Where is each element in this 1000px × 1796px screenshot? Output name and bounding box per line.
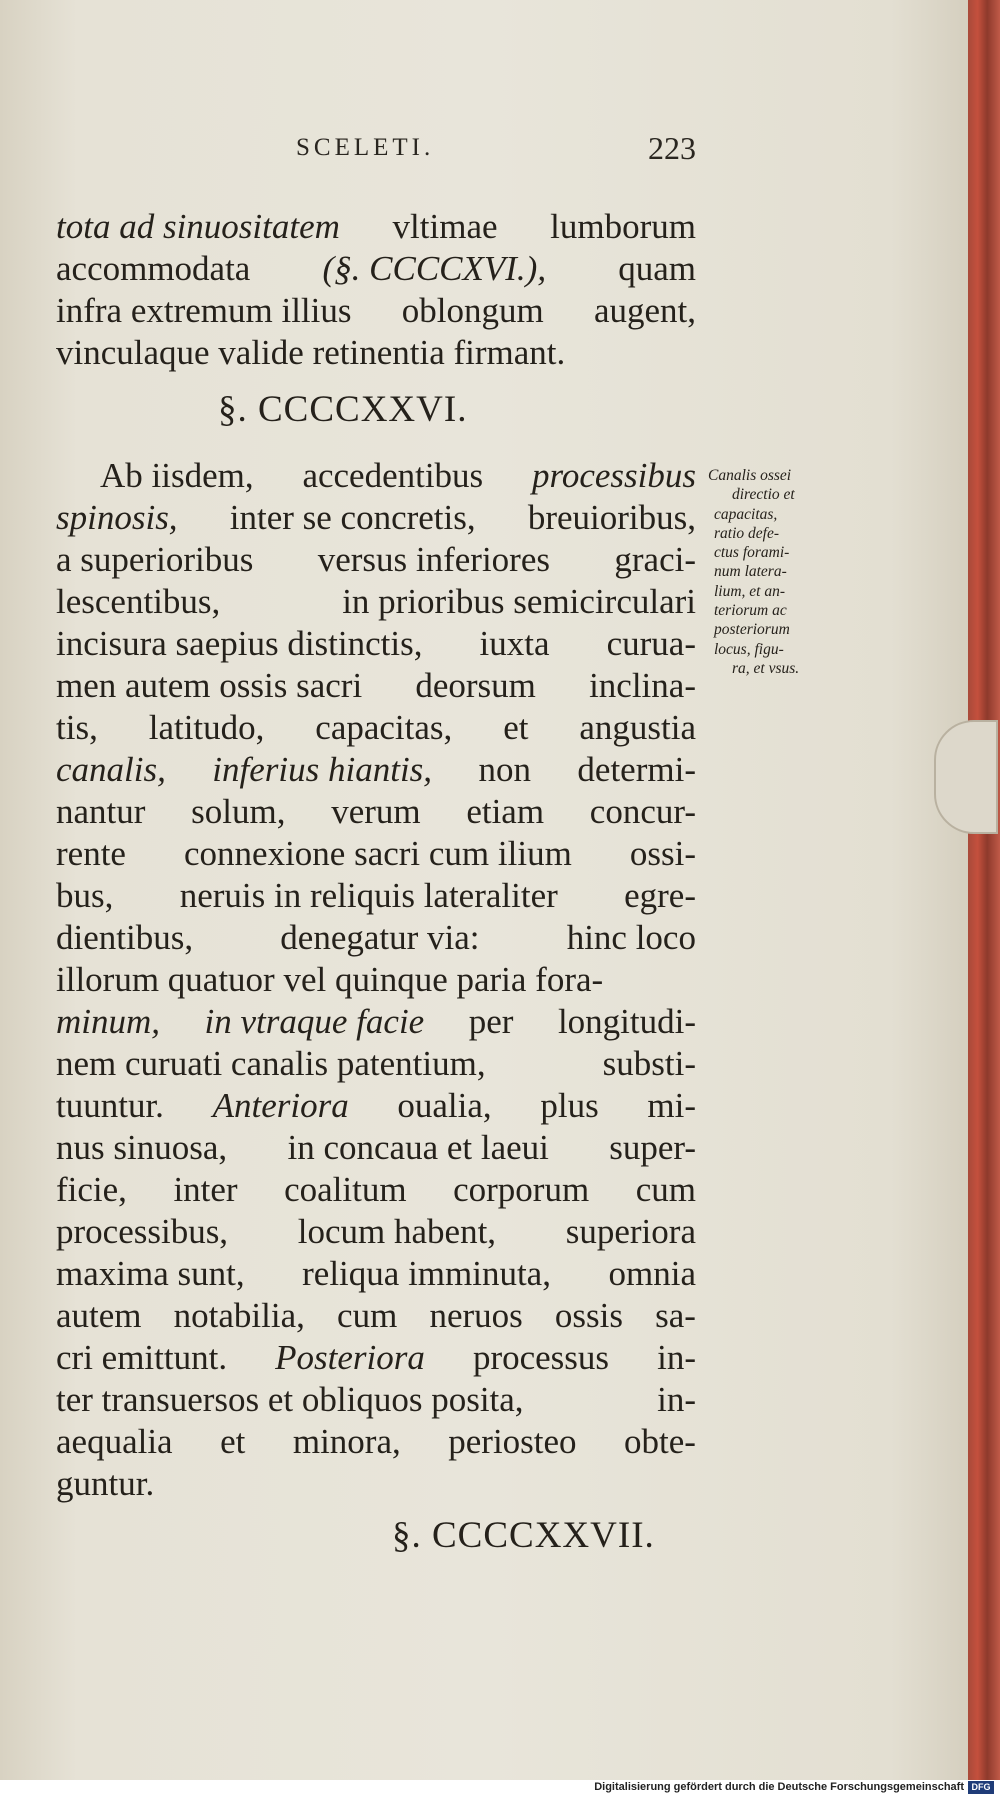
margin-note-line: ratio defe- <box>714 524 779 542</box>
text-segment: locum habent, <box>297 1212 497 1251</box>
section-heading: §. CCCCXXVII. <box>392 1515 655 1556</box>
text-segment: neruos <box>429 1296 523 1335</box>
running-head: SCELETI. <box>296 134 435 161</box>
text-segment: solum, <box>191 792 286 831</box>
text-segment: infra extremum illius <box>56 291 352 330</box>
text-segment: longitudi- <box>557 1002 696 1041</box>
text-line <box>56 1254 696 1294</box>
section-heading: §. CCCCXXVI. <box>218 389 468 430</box>
margin-note-line: ctus forami- <box>714 544 790 562</box>
text-segment: ter transuersos et obliquos posita, <box>56 1380 524 1419</box>
margin-note-line: capacitas, <box>714 505 778 523</box>
text-segment: ossi- <box>629 834 696 873</box>
text-line <box>56 624 696 664</box>
text-segment: denegatur via: <box>280 918 480 957</box>
text-segment: aequalia <box>56 1422 173 1461</box>
page-tab <box>934 720 998 834</box>
text-line <box>56 918 696 958</box>
text-segment: autem <box>56 1296 142 1335</box>
text-segment: minum, <box>56 1002 161 1041</box>
text-line <box>56 876 696 916</box>
text-segment: notabilia, <box>173 1296 305 1335</box>
text-line <box>56 1212 696 1252</box>
text-segment: corporum <box>453 1170 590 1209</box>
text-line <box>56 291 696 331</box>
margin-note-line: locus, figu- <box>714 640 784 658</box>
margin-note-line: ra, et vsus. <box>732 659 800 677</box>
text-segment: hinc loco <box>566 918 696 957</box>
text-segment: latitudo, <box>148 708 265 747</box>
margin-note-line: Canalis ossei <box>708 467 792 484</box>
text-line <box>56 1296 696 1336</box>
text-segment: men autem ossis sacri <box>56 666 363 705</box>
text-segment: accommodata <box>56 249 251 288</box>
text-segment: reliqua imminuta, <box>302 1254 551 1293</box>
text-segment: dientibus, <box>56 918 194 957</box>
text-segment: determi- <box>577 750 696 789</box>
text-segment: augent, <box>593 291 696 330</box>
text-segment: breuioribus, <box>527 498 696 537</box>
text-segment: graci- <box>614 540 696 579</box>
text-line <box>56 498 696 538</box>
text-line <box>56 960 696 1000</box>
text-line <box>56 540 696 580</box>
text-segment: neruis in reliquis lateraliter <box>179 876 558 915</box>
page-header <box>58 130 698 174</box>
text-segment: tis, <box>56 708 98 747</box>
text-segment: cri emittunt. <box>56 1338 228 1377</box>
text-line <box>56 333 696 373</box>
text-segment: nem curuati canalis patentium, <box>56 1044 486 1083</box>
text-segment: et <box>220 1422 246 1461</box>
text-segment: lescentibus, <box>56 582 221 621</box>
text-segment: Ab iisdem, <box>100 456 254 495</box>
text-segment: inclina- <box>589 666 696 705</box>
margin-note-line: posteriorum <box>714 621 790 639</box>
text-line <box>56 1044 696 1084</box>
text-segment: verum <box>331 792 421 831</box>
text-segment: cum <box>337 1296 398 1335</box>
text-segment: per <box>468 1002 514 1041</box>
text-segment: processus <box>472 1338 610 1377</box>
text-segment: egre- <box>624 876 696 915</box>
text-line <box>100 456 696 496</box>
text-segment: lumborum <box>550 207 696 246</box>
page-number: 223 <box>648 130 696 166</box>
text-line <box>56 1380 696 1420</box>
text-segment: non <box>478 750 531 789</box>
text-segment: in- <box>657 1380 696 1419</box>
text-segment: processibus, <box>56 1212 229 1251</box>
page-edge <box>968 0 1000 1780</box>
text-segment: inferius hiantis, <box>212 750 433 789</box>
text-segment: nantur <box>56 792 146 831</box>
text-segment: substi- <box>602 1044 696 1083</box>
text-segment: plus <box>540 1086 599 1125</box>
text-segment: in- <box>657 1338 696 1377</box>
text-segment: versus inferiores <box>317 540 550 579</box>
text-line <box>56 1338 696 1378</box>
text-segment: connexione sacri cum ilium <box>184 834 572 873</box>
text-segment: processibus <box>532 456 696 495</box>
text-line <box>56 708 696 748</box>
dfg-logo: DFG <box>968 1781 994 1794</box>
margin-note <box>708 466 838 678</box>
text-segment: rente <box>56 834 126 873</box>
text-line <box>56 750 696 790</box>
text-segment: capacitas, <box>315 708 453 747</box>
text-segment: vinculaque valide retinentia firmant. <box>56 333 566 372</box>
text-segment: super- <box>609 1128 696 1167</box>
text-line <box>56 249 696 289</box>
text-segment: sa- <box>655 1296 696 1335</box>
text-segment: tota ad sinuositatem <box>56 207 340 246</box>
text-segment: superiora <box>565 1212 696 1251</box>
text-segment: guntur. <box>56 1464 155 1503</box>
text-segment: Anteriora <box>212 1086 349 1125</box>
text-segment: cum <box>635 1170 696 1209</box>
text-line <box>56 1464 696 1504</box>
text-segment: oblongum <box>401 291 544 330</box>
text-segment: tuuntur. <box>56 1086 164 1125</box>
text-segment: ossis <box>554 1296 623 1335</box>
text-line <box>56 1422 696 1462</box>
text-line <box>56 582 696 622</box>
text-segment: concur- <box>589 792 696 831</box>
text-segment: angustia <box>579 708 696 747</box>
text-segment: ficie, <box>56 1170 127 1209</box>
text-segment: omnia <box>608 1254 696 1293</box>
text-segment: spinosis, <box>56 498 178 537</box>
text-segment: etiam <box>466 792 545 831</box>
text-segment: Posteriora <box>275 1338 425 1377</box>
text-segment: obte- <box>624 1422 696 1461</box>
text-segment: vltimae <box>392 207 498 246</box>
text-segment: iuxta <box>479 624 550 663</box>
footer-credit: Digitalisierung gefördert durch die Deutsche Forschungsgemeinschaft <box>594 1781 964 1793</box>
text-line <box>56 1086 696 1126</box>
text-segment: et <box>503 708 529 747</box>
text-segment: maxima sunt, <box>56 1254 245 1293</box>
text-segment: inter <box>173 1170 238 1209</box>
text-segment: minora, <box>292 1422 401 1461</box>
text-segment: in concaua et laeui <box>287 1128 549 1167</box>
text-segment: incisura saepius distinctis, <box>56 624 423 663</box>
text-segment: canalis, <box>56 750 166 789</box>
text-segment: in prioribus semicirculari <box>342 582 696 621</box>
text-segment: deorsum <box>415 666 536 705</box>
margin-note-line: lium, et an- <box>714 582 786 600</box>
text-segment: periosteo <box>448 1422 577 1461</box>
text-line <box>56 1170 696 1210</box>
text-line <box>56 666 696 706</box>
margin-note-line: teriorum ac <box>714 602 787 620</box>
text-line <box>56 207 696 247</box>
margin-note-line: num latera- <box>714 563 787 581</box>
text-segment: nus sinuosa, <box>56 1128 228 1167</box>
margin-note-line: directio et <box>732 486 795 504</box>
text-segment: accedentibus <box>302 456 484 495</box>
text-line <box>56 1002 696 1042</box>
text-line <box>56 792 696 832</box>
text-segment: curua- <box>606 624 696 663</box>
text-segment: coalitum <box>284 1170 407 1209</box>
text-segment: oualia, <box>397 1086 492 1125</box>
text-segment: in vtraque facie <box>204 1002 425 1041</box>
text-segment: (§. CCCCXVI.), <box>322 249 547 288</box>
text-segment: mi- <box>647 1086 696 1125</box>
text-segment: quam <box>618 249 696 288</box>
text-segment: illorum quatuor vel quinque paria fora- <box>56 960 604 999</box>
text-segment: inter se concretis, <box>229 498 476 537</box>
text-segment: a superioribus <box>56 540 254 579</box>
text-segment: bus, <box>56 876 114 915</box>
text-line <box>56 834 696 874</box>
text-line <box>56 1128 696 1168</box>
